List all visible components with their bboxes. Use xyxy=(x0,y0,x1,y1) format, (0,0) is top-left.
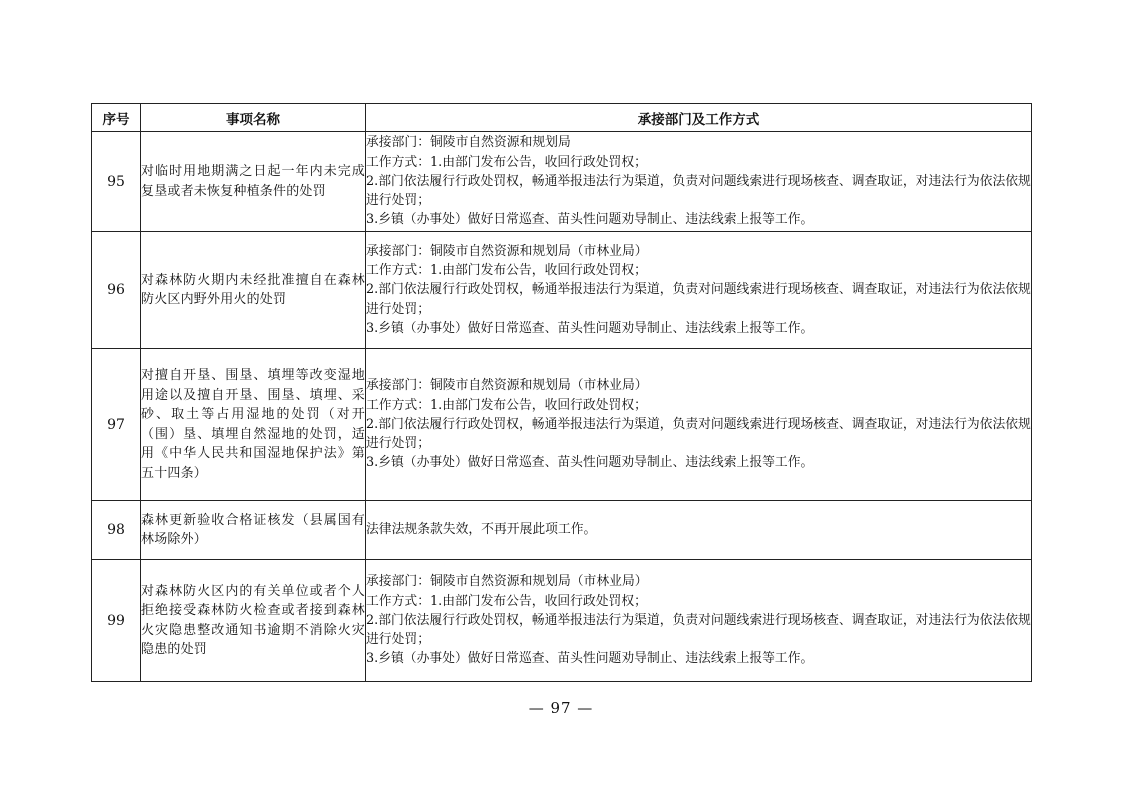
mode-line: 3.乡镇（办事处）做好日常巡查、苗头性问题劝导制止、违法线索上报等工作。 xyxy=(366,455,814,471)
mode-line: 法律法规条款失效，不再开展此项工作。 xyxy=(366,522,597,538)
table-row xyxy=(92,132,1032,232)
mode-line: 工作方式：1.由部门发布公告，收回行政处罚权； xyxy=(366,397,647,413)
table-header-row xyxy=(92,104,1032,132)
page-number: — 97 — xyxy=(528,699,594,717)
mode-line: 承接部门：铜陵市自然资源和规划局（市林业局） xyxy=(366,574,648,590)
header-department-mode: 承接部门及工作方式 xyxy=(366,104,1032,132)
row-department-mode xyxy=(366,132,1032,232)
table-row xyxy=(92,560,1032,682)
row-index: 96 xyxy=(92,232,141,349)
mode-line: 承接部门：铜陵市自然资源和规划局（市林业局） xyxy=(366,378,648,394)
mode-line: 2.部门依法履行行政处罚权，畅通举报违法行为渠道，负责对问题线索进行现场核查、调查取证，对违法行为依法依规进行处罚； xyxy=(366,282,1031,317)
row-item-name: 对擅自开垦、围垦、填埋等改变湿地用途以及擅自开垦、围垦、填埋、采砂、取土等占用湿地的处罚（对开（围）垦、填埋自然湿地的处罚，适用《中华人民共和国湿地保护法》第五十四条） xyxy=(141,349,366,501)
row-item-name: 对临时用地期满之日起一年内未完成复垦或者未恢复种植条件的处罚 xyxy=(141,132,366,232)
row-department-mode xyxy=(366,501,1032,560)
items-table xyxy=(91,103,1032,682)
row-index: 98 xyxy=(92,501,141,560)
row-index: 95 xyxy=(92,132,141,232)
row-item-name: 对森林防火期内未经批准擅自在森林防火区内野外用火的处罚 xyxy=(141,232,366,349)
mode-line: 工作方式：1.由部门发布公告，收回行政处罚权； xyxy=(366,154,647,170)
header-item-name: 事项名称 xyxy=(141,104,366,132)
mode-line: 2.部门依法履行行政处罚权，畅通举报违法行为渠道，负责对问题线索进行现场核查、调查取证，对违法行为依法依规进行处罚； xyxy=(366,416,1031,452)
mode-line: 承接部门：铜陵市自然资源和规划局（市林业局） xyxy=(366,243,648,259)
table-row xyxy=(92,232,1032,349)
mode-line: 3.乡镇（办事处）做好日常巡查、苗头性问题劝导制止、违法线索上报等工作。 xyxy=(366,651,814,667)
mode-line: 2.部门依法履行行政处罚权，畅通举报违法行为渠道，负责对问题线索进行现场核查、调查取证，对违法行为依法依规进行处罚； xyxy=(366,173,1031,209)
mode-line: 2.部门依法履行行政处罚权，畅通举报违法行为渠道，负责对问题线索进行现场核查、调查取证，对违法行为依法依规进行处罚； xyxy=(366,612,1031,648)
mode-line: 3.乡镇（办事处）做好日常巡查、苗头性问题劝导制止、违法线索上报等工作。 xyxy=(366,320,814,336)
row-department-mode xyxy=(366,349,1032,501)
row-item-name: 对森林防火区内的有关单位或者个人拒绝接受森林防火检查或者接到森林火灾隐患整改通知书逾期不消除火灾隐患的处罚 xyxy=(141,560,366,682)
row-department-mode xyxy=(366,560,1032,682)
row-index: 99 xyxy=(92,560,141,682)
row-department-mode xyxy=(366,232,1032,349)
row-index: 97 xyxy=(92,349,141,501)
mode-line: 3.乡镇（办事处）做好日常巡查、苗头性问题劝导制止、违法线索上报等工作。 xyxy=(366,212,814,228)
table-row xyxy=(92,501,1032,560)
header-index: 序号 xyxy=(92,104,141,132)
table-row xyxy=(92,349,1032,501)
row-item-name: 森林更新验收合格证核发（县属国有林场除外） xyxy=(141,501,366,560)
mode-line: 承接部门：铜陵市自然资源和规划局 xyxy=(366,135,571,151)
mode-line: 工作方式：1.由部门发布公告，收回行政处罚权； xyxy=(366,263,647,279)
mode-line: 工作方式：1.由部门发布公告，收回行政处罚权； xyxy=(366,593,647,609)
